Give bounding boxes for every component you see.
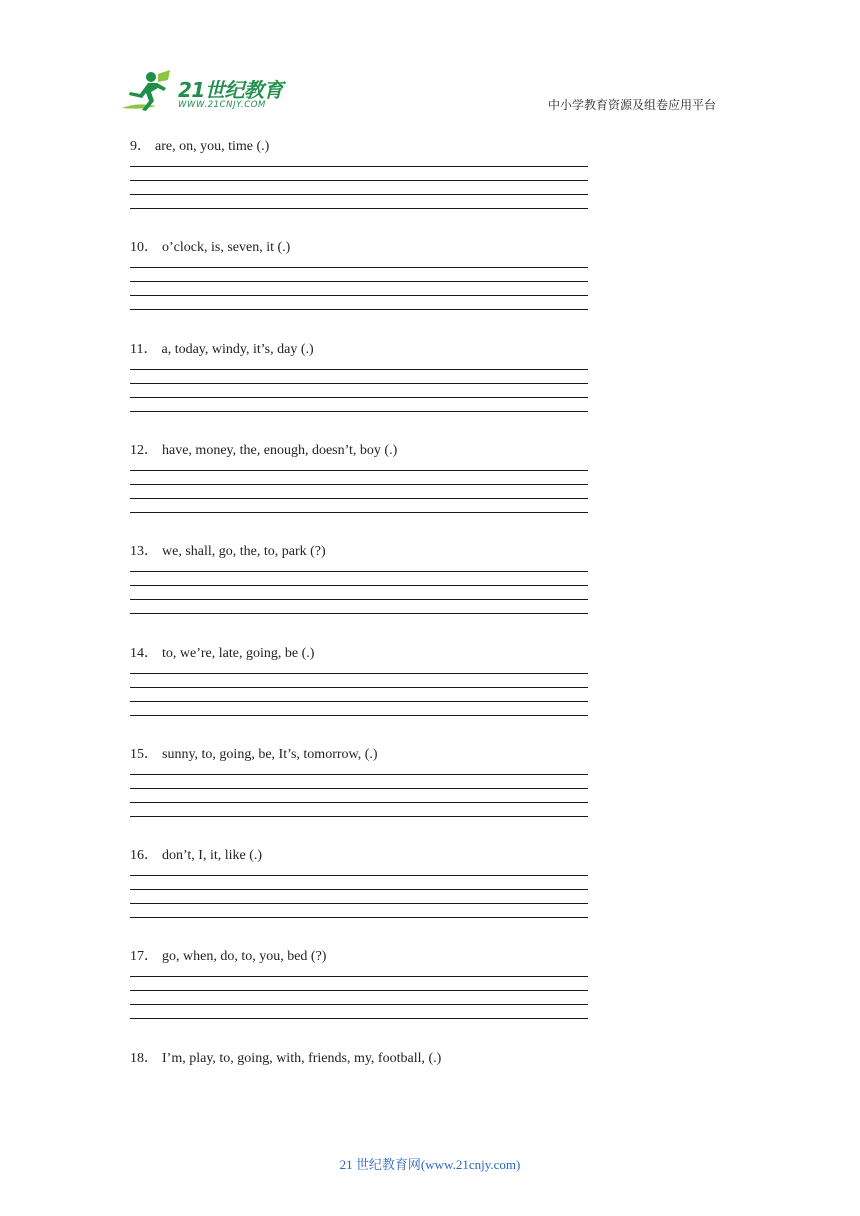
question-words: don’t, I, it, like (.)	[162, 848, 263, 863]
question-prompt	[130, 1050, 588, 1068]
logo-text: 21世纪教育	[178, 78, 283, 102]
question-item	[130, 543, 588, 617]
question-number: 17．	[130, 949, 158, 964]
question-number: 11．	[130, 342, 158, 357]
answer-line[interactable]	[130, 715, 588, 716]
question-number: 15．	[130, 747, 158, 762]
footer-text: 21 世纪教育网(www.21cnjy.com)	[339, 1157, 521, 1172]
answer-line[interactable]	[130, 889, 588, 890]
question-words: are, on, you, time (.)	[155, 139, 270, 154]
answer-lines[interactable]	[130, 369, 588, 415]
question-prompt	[130, 442, 588, 460]
question-prompt	[130, 138, 588, 156]
answer-line[interactable]	[130, 498, 588, 499]
question-words: go, when, do, to, you, bed (?)	[162, 949, 327, 964]
answer-line[interactable]	[130, 369, 588, 370]
question-prompt	[130, 543, 588, 561]
question-prompt	[130, 645, 588, 663]
question-item	[130, 948, 588, 1022]
question-item	[130, 645, 588, 719]
question-number: 13．	[130, 544, 158, 559]
answer-line[interactable]	[130, 180, 588, 181]
question-prompt	[130, 948, 588, 966]
question-number: 18．	[130, 1051, 158, 1066]
answer-line[interactable]	[130, 774, 588, 775]
logo-url: WWW.21CNJY.COM	[178, 100, 266, 110]
question-words: sunny, to, going, be, It’s, tomorrow, (.)	[162, 747, 378, 762]
answer-line[interactable]	[130, 295, 588, 296]
answer-line[interactable]	[130, 613, 588, 614]
answer-line[interactable]	[130, 484, 588, 485]
question-prompt	[130, 847, 588, 865]
question-words: to, we’re, late, going, be (.)	[162, 646, 315, 661]
answer-line[interactable]	[130, 512, 588, 513]
answer-line[interactable]	[130, 816, 588, 817]
logo	[118, 68, 298, 118]
answer-line[interactable]	[130, 383, 588, 384]
answer-line[interactable]	[130, 208, 588, 209]
question-number: 14．	[130, 646, 158, 661]
answer-line[interactable]	[130, 571, 588, 572]
question-prompt	[130, 341, 588, 359]
answer-line[interactable]	[130, 470, 588, 471]
answer-line[interactable]	[130, 903, 588, 904]
question-number: 9．	[130, 139, 151, 154]
question-words: o’clock, is, seven, it (.)	[162, 240, 291, 255]
answer-line[interactable]	[130, 875, 588, 876]
answer-line[interactable]	[130, 411, 588, 412]
question-item	[130, 847, 588, 921]
answer-line[interactable]	[130, 673, 588, 674]
question-words: have, money, the, enough, doesn’t, boy (.)	[162, 443, 398, 458]
answer-line[interactable]	[130, 1004, 588, 1005]
answer-line[interactable]	[130, 917, 588, 918]
question-item	[130, 1050, 588, 1068]
answer-line[interactable]	[130, 976, 588, 977]
answer-line[interactable]	[130, 397, 588, 398]
answer-lines[interactable]	[130, 470, 588, 516]
question-item	[130, 239, 588, 313]
question-item	[130, 746, 588, 820]
answer-line[interactable]	[130, 788, 588, 789]
question-item	[130, 442, 588, 516]
answer-lines[interactable]	[130, 875, 588, 921]
answer-line[interactable]	[130, 802, 588, 803]
answer-line[interactable]	[130, 267, 588, 268]
answer-line[interactable]	[130, 990, 588, 991]
answer-line[interactable]	[130, 599, 588, 600]
question-item	[130, 341, 588, 415]
question-number: 12．	[130, 443, 158, 458]
page-header	[0, 0, 860, 130]
answer-line[interactable]	[130, 309, 588, 310]
answer-line[interactable]	[130, 194, 588, 195]
answer-lines[interactable]	[130, 976, 588, 1022]
question-prompt	[130, 239, 588, 257]
question-words: we, shall, go, the, to, park (?)	[162, 544, 326, 559]
answer-line[interactable]	[130, 166, 588, 167]
question-item	[130, 138, 588, 212]
answer-line[interactable]	[130, 687, 588, 688]
question-number: 10．	[130, 240, 158, 255]
question-words: a, today, windy, it’s, day (.)	[161, 342, 314, 357]
answer-lines[interactable]	[130, 673, 588, 719]
answer-line[interactable]	[130, 585, 588, 586]
answer-line[interactable]	[130, 1018, 588, 1019]
answer-lines[interactable]	[130, 166, 588, 212]
question-prompt	[130, 746, 588, 764]
answer-lines[interactable]	[130, 267, 588, 313]
answer-lines[interactable]	[130, 774, 588, 820]
platform-title: 中小学教育资源及组卷应用平台	[548, 98, 717, 112]
question-number: 16．	[130, 848, 158, 863]
runner-icon	[118, 68, 178, 116]
answer-lines[interactable]	[130, 571, 588, 617]
answer-line[interactable]	[130, 701, 588, 702]
question-words: I’m, play, to, going, with, friends, my, football, (.)	[162, 1051, 442, 1066]
answer-line[interactable]	[130, 281, 588, 282]
